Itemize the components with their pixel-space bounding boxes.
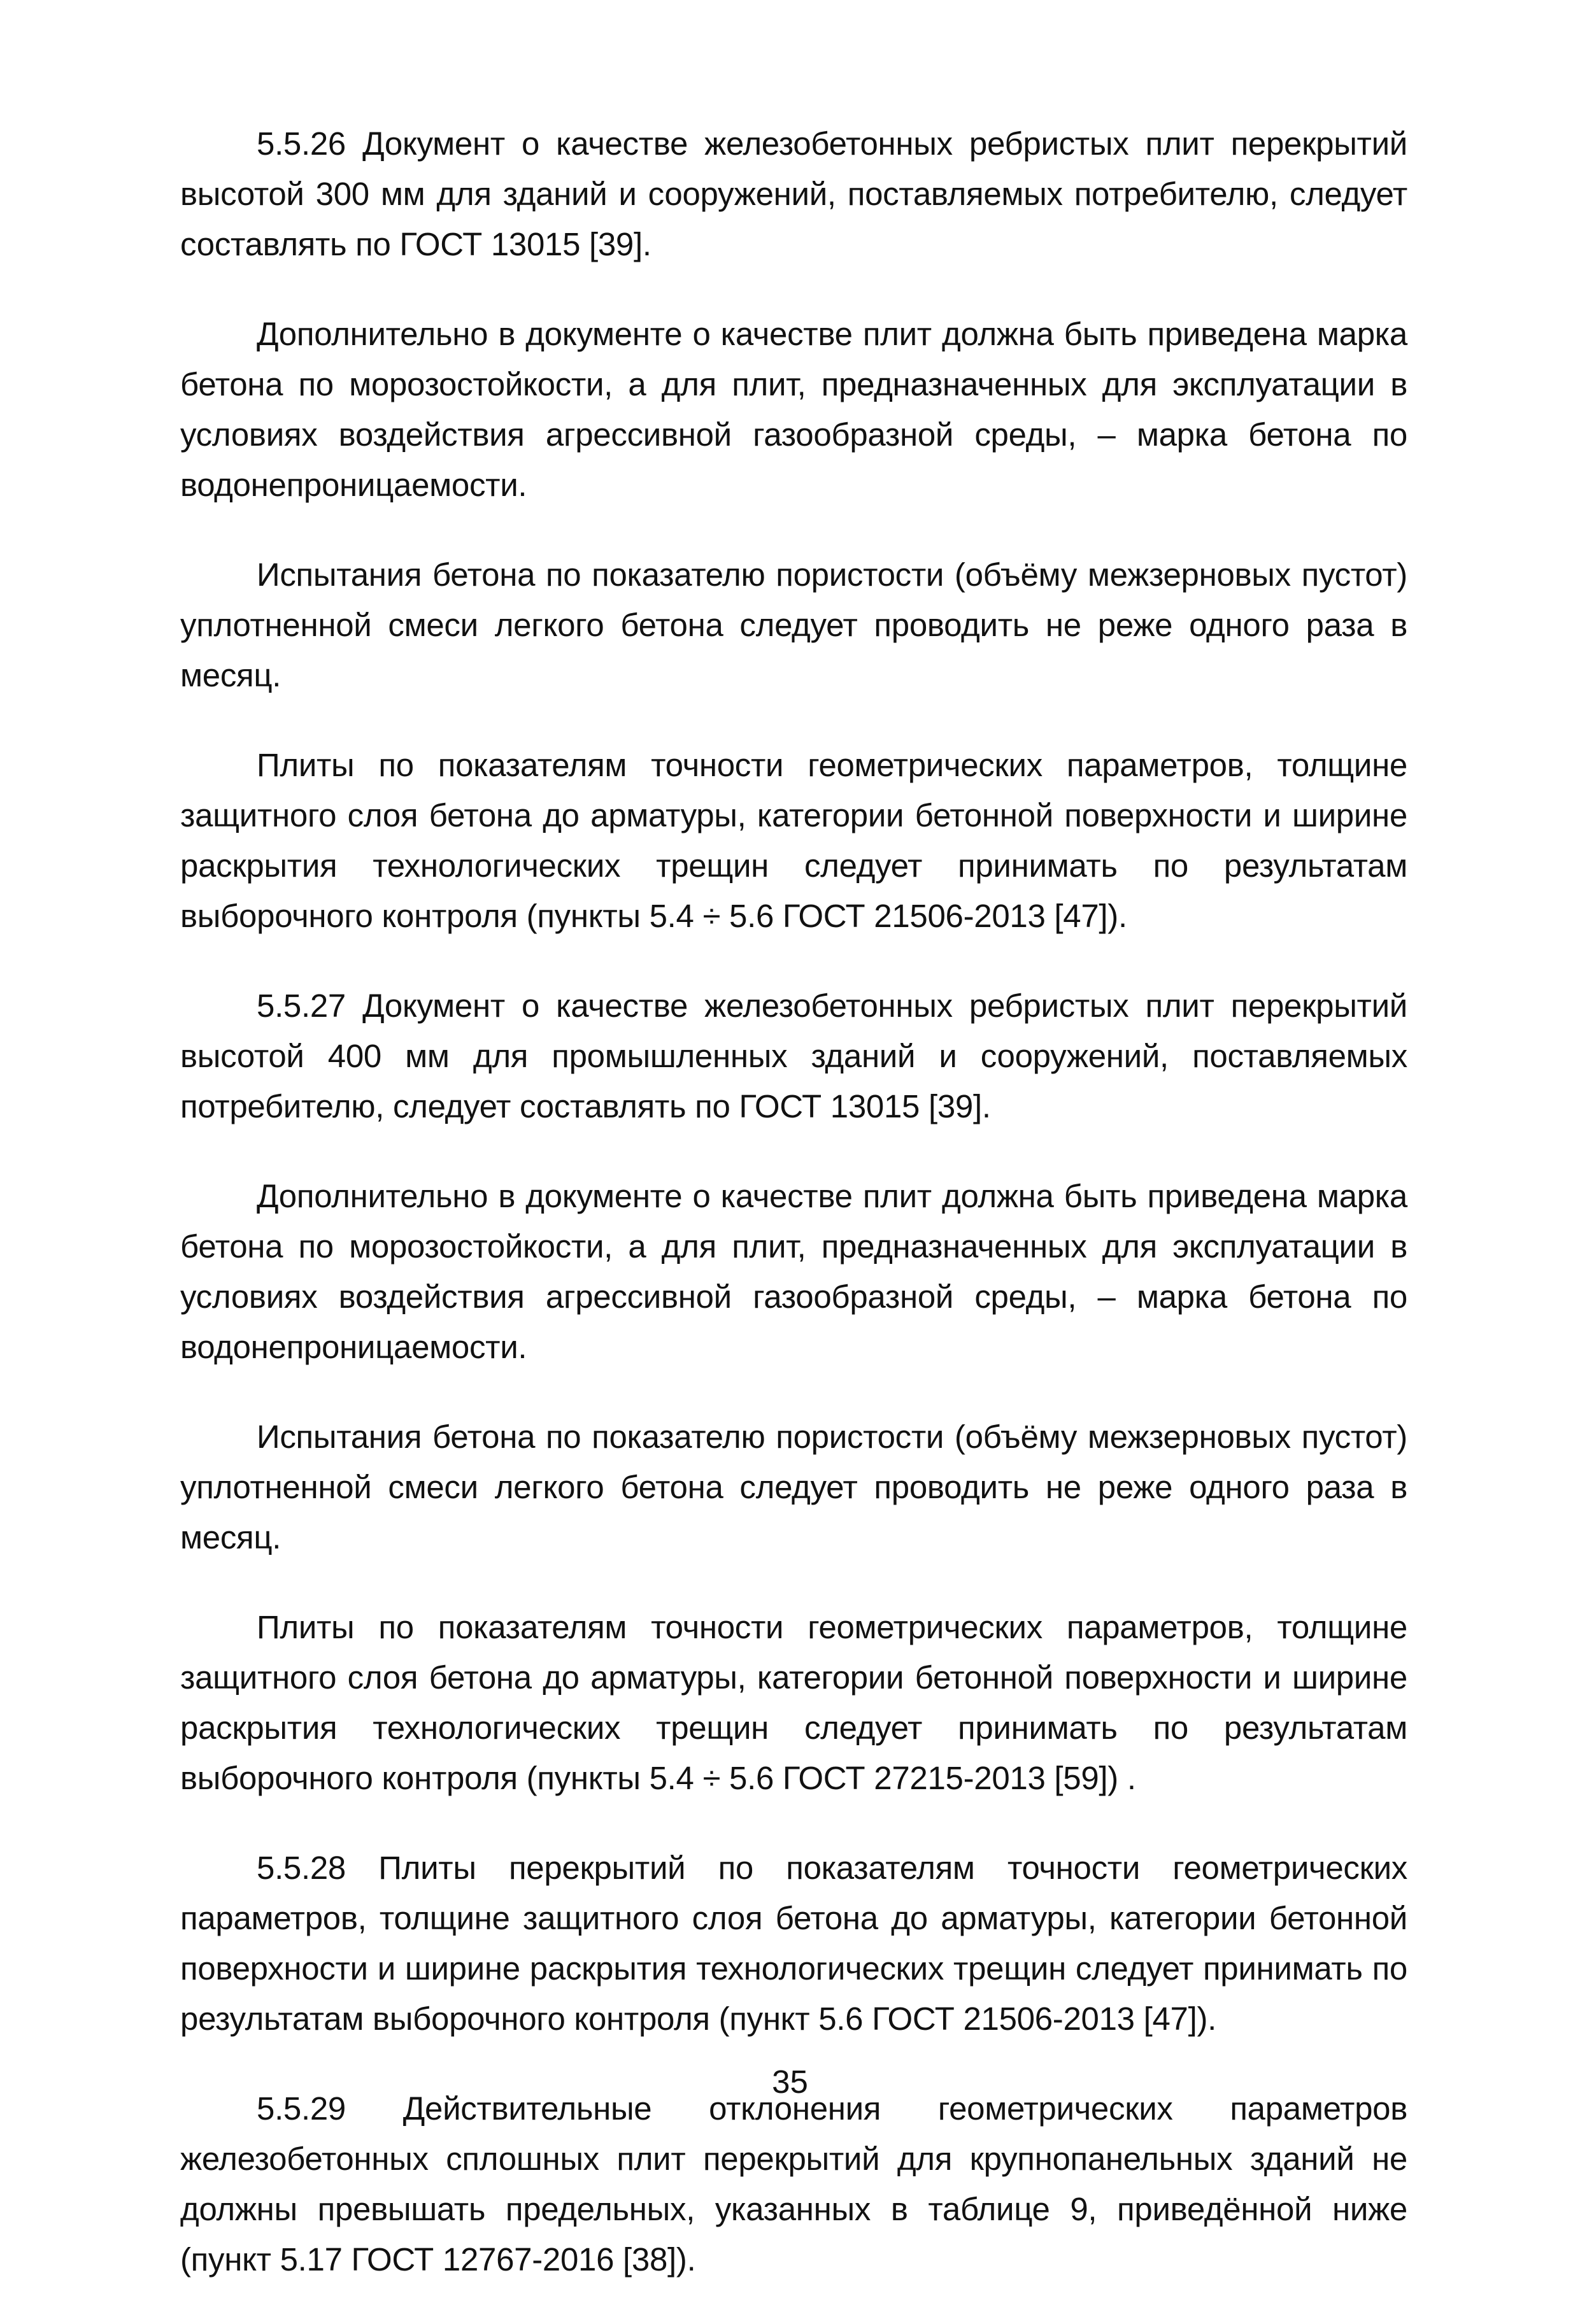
paragraph-5-5-28: 5.5.28 Плиты перекрытий по показателям точности геометрических параметров, толщине защитного слоя бетона до арматуры, категории бетонной поверхности и ширине раскрытия технологических трещин следует принимать по результатам выборочного контроля (пункт 5.6 ГОСТ 21506-2013 [47]). [180, 1850, 1407, 2037]
paragraph-porosity-test: Испытания бетона по показателю пористости (объёму межзерновых пустот) уплотненной смеси легкого бетона следует проводить не реже одного раза в месяц. [180, 556, 1407, 693]
paragraph-frost-resistance: Дополнительно в документе о качестве плит должна быть приведена марка бетона по морозостойкости, а для плит, предназначенных для эксплуатации в условиях воздействия агрессивной газообразной среды, – марка бетона по водонепроницаемости. [180, 1178, 1407, 1365]
paragraph-5-5-29: 5.5.29 Действительные отклонения геометрических параметров железобетонных сплошных плит перекрытий для крупнопанельных зданий не должны превышать предельных, указанных в таблице 9, приведённой ниже (пункт 5.17 ГОСТ 12767-2016 [38]). [180, 2090, 1407, 2278]
paragraph-frost-resistance: Дополнительно в документе о качестве плит должна быть приведена марка бетона по морозостойкости, а для плит, предназначенных для эксплуатации в условиях воздействия агрессивной газообразной среды, – марка бетона по водонепроницаемости. [180, 316, 1407, 503]
paragraph-5-5-26: 5.5.26 Документ о качестве железобетонных ребристых плит перекрытий высотой 300 мм для зданий и сооружений, поставляемых потребителю, следует составлять по ГОСТ 13015 [39]. [180, 125, 1407, 262]
paragraph-sampling-control: Плиты по показателям точности геометрических параметров, толщине защитного слоя бетона до арматуры, категории бетонной поверхности и ширине раскрытия технологических трещин следует принимать по результатам выборочного контроля (пункты 5.4 ÷ 5.6 ГОСТ 21506-2013 [47]). [180, 747, 1407, 934]
paragraph-porosity-test: Испытания бетона по показателю пористости (объёму межзерновых пустот) уплотненной смеси легкого бетона следует проводить не реже одного раза в месяц. [180, 1419, 1407, 1555]
paragraph-sampling-control: Плиты по показателям точности геометрических параметров, толщине защитного слоя бетона до арматуры, категории бетонной поверхности и ширине раскрытия технологических трещин следует принимать по результатам выборочного контроля (пункты 5.4 ÷ 5.6 ГОСТ 27215-2013 [59]) . [180, 1609, 1407, 1796]
paragraph-5-5-27: 5.5.27 Документ о качестве железобетонных ребристых плит перекрытий высотой 400 мм для промышленных зданий и сооружений, поставляемых потребителю, следует составлять по ГОСТ 13015 [39]. [180, 988, 1407, 1124]
page-number: 35 [772, 2064, 808, 2100]
body-text [180, 118, 1407, 2324]
